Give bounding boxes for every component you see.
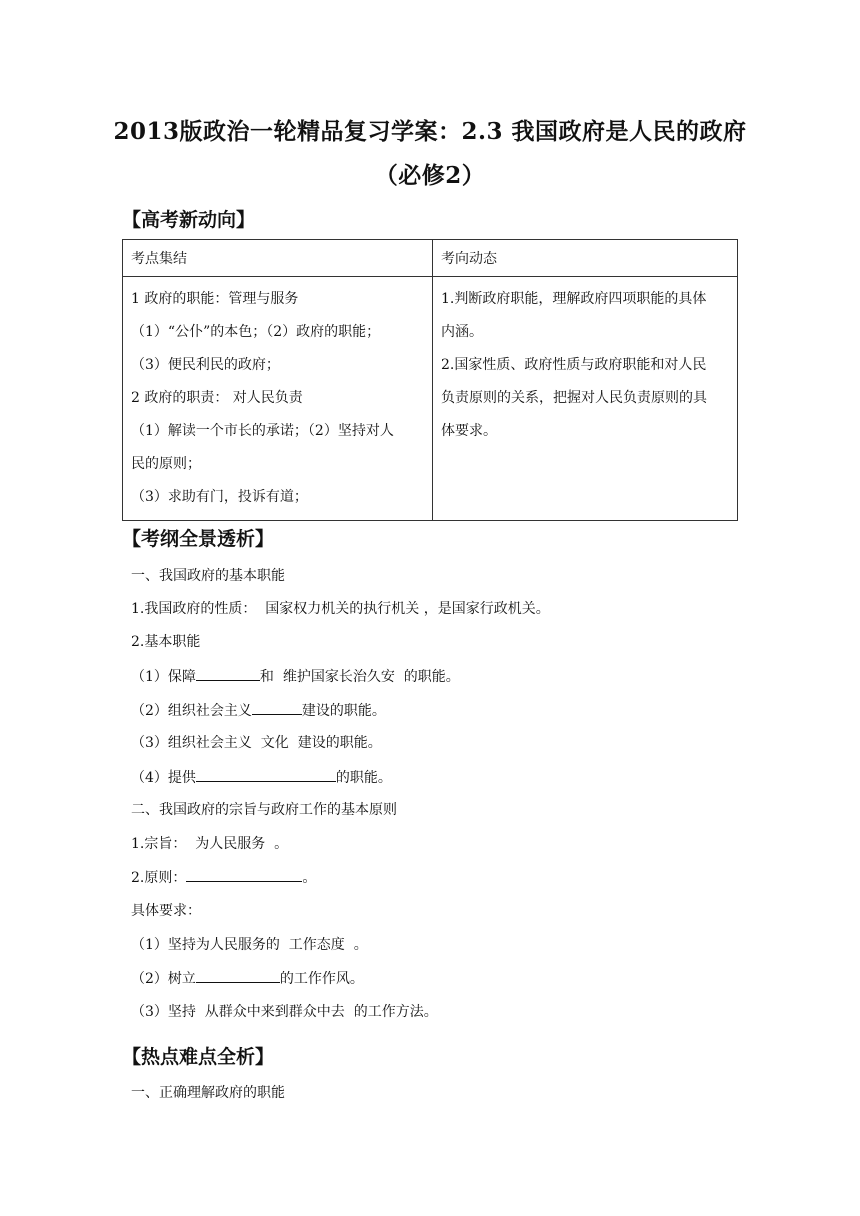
table-cell-left <box>123 277 433 521</box>
fill-in-item <box>131 666 460 687</box>
fill-in-prefix: （1）保障 <box>131 669 196 685</box>
outline-paragraph: 2.基本职能 <box>131 634 201 650</box>
section-heading-outline: 【考纲全景透析】 <box>122 528 275 550</box>
section-heading-trend: 【高考新动向】 <box>122 209 256 231</box>
fill-in-item <box>131 767 392 788</box>
cell-line: 2.国家性质、政府性质与政府职能和对人民 <box>441 357 707 373</box>
table-header-row <box>123 240 738 277</box>
outline-item: （3）组织社会主义 文化 建设的职能。 <box>131 735 382 751</box>
outline-paragraph: 1.宗旨： 为人民服务 。 <box>131 836 289 852</box>
answer-blank[interactable] <box>196 968 280 983</box>
cell-line: 2 政府的职责： 对人民负责 <box>131 390 303 406</box>
cell-line: （1）解读一个市长的承诺；（2）坚持对人 <box>131 423 394 439</box>
cell-line: 内涵。 <box>441 324 483 340</box>
cell-line: （1）“公仆”的本色；（2）政府的职能； <box>131 324 381 340</box>
outline-item: （1）坚持为人民服务的 工作态度 。 <box>131 937 368 953</box>
table-cell-right <box>433 277 738 521</box>
hotspot-heading-1: 一、正确理解政府的职能 <box>131 1085 285 1101</box>
fill-in-prefix: （2）树立 <box>131 971 196 987</box>
fill-in-suffix: 的职能。 <box>335 770 392 786</box>
outline-heading-1: 一、我国政府的基本职能 <box>131 568 285 584</box>
fill-in-item <box>131 700 386 721</box>
fill-in-prefix: （4）提供 <box>131 770 196 786</box>
fill-in-suffix: 。 <box>302 870 317 886</box>
cell-line: 体要求。 <box>441 423 497 439</box>
document-title: 2013版政治一轮精品复习学案：2.3 我国政府是人民的政府 <box>113 118 747 145</box>
fill-in-suffix: 和 维护国家长治久安 的职能。 <box>259 669 460 685</box>
fill-in-prefix: 2.原则： <box>131 870 187 886</box>
fill-in-item <box>131 968 364 989</box>
answer-blank[interactable] <box>196 666 260 681</box>
cell-line: 1 政府的职能：管理与服务 <box>131 291 299 307</box>
outline-paragraph: 具体要求： <box>131 903 201 919</box>
cell-line: 民的原则； <box>131 456 201 472</box>
cell-line: （3）便民利民的政府； <box>131 357 280 373</box>
fill-in-prefix: （2）组织社会主义 <box>131 703 252 719</box>
cell-line: 负责原则的关系，把握对人民负责原则的具 <box>441 390 707 406</box>
outline-heading-2: 二、我国政府的宗旨与政府工作的基本原则 <box>131 802 397 818</box>
exam-points-table <box>122 239 738 521</box>
answer-blank[interactable] <box>186 867 302 882</box>
table-header-cell: 考向动态 <box>433 240 738 277</box>
answer-blank[interactable] <box>196 767 336 782</box>
outline-item: （3）坚持 从群众中来到群众中去 的工作方法。 <box>131 1004 438 1020</box>
section-heading-hotspot: 【热点难点全析】 <box>122 1046 275 1068</box>
outline-paragraph: 1.我国政府的性质： 国家权力机关的执行机关 ，是国家行政机关。 <box>131 601 550 617</box>
document-subtitle: （必修2） <box>374 162 486 189</box>
fill-in-suffix: 的工作作风。 <box>279 971 364 987</box>
fill-in-suffix: 建设的职能。 <box>301 703 386 719</box>
fill-in-item <box>131 867 316 888</box>
cell-line: 1.判断政府职能，理解政府四项职能的具体 <box>441 291 707 307</box>
answer-blank[interactable] <box>252 700 302 715</box>
table-header-cell: 考点集结 <box>123 240 433 277</box>
table-row <box>123 277 738 521</box>
cell-line: （3）求助有门，投诉有道； <box>131 489 308 505</box>
